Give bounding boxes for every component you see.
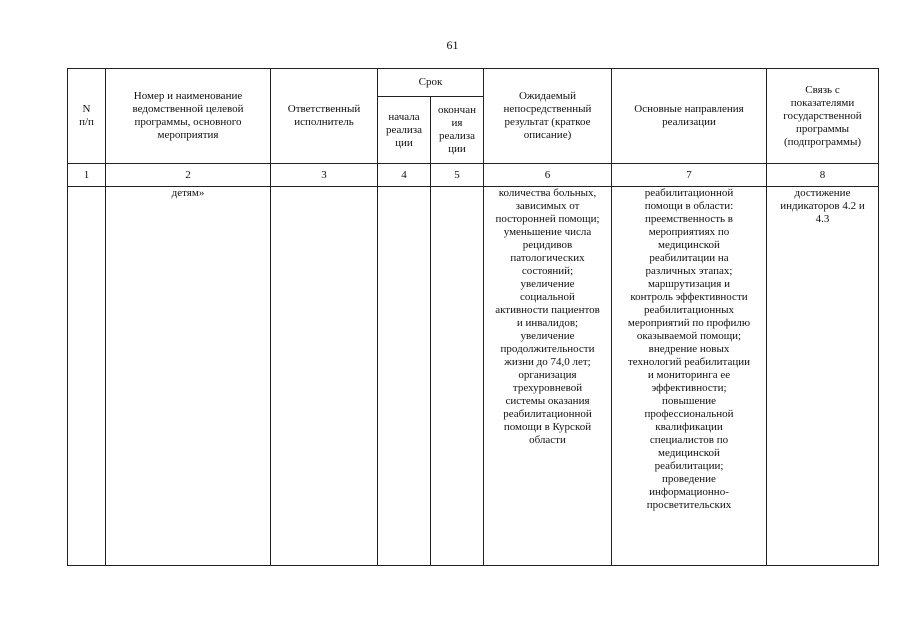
program-table [67, 68, 879, 566]
header-row-1 [68, 69, 879, 97]
cell-program-name: детям» [106, 187, 271, 566]
column-number: 4 [378, 164, 431, 187]
header-number: N п/п [68, 69, 106, 164]
column-number: 3 [271, 164, 378, 187]
header-term-start: начала реализа ции [378, 97, 431, 164]
header-indicators-link: Связь с показателями государственной программы (подпрограммы) [767, 69, 879, 164]
column-number: 8 [767, 164, 879, 187]
column-number: 2 [106, 164, 271, 187]
header-term-end: окончан ия реализа ции [431, 97, 484, 164]
cell-term-end [431, 187, 484, 566]
cell-main-directions: реабилитационной помощи в области: преемственность в мероприятиях по медицинской реабилитации на различных этапах; маршрутизация и контроль эффективности реабилитационных мероприятий по профилю оказываемой помощи; внедрение новых технологий реабилитации и мониторинга ее эффективности; повышение профессиональной квалификации специалистов по медицинской реабилитации; проведение информационно- просветительских [612, 187, 767, 566]
table-row [68, 187, 879, 566]
header-program-name: Номер и наименование ведомственной целевой программы, основного мероприятия [106, 69, 271, 164]
cell-expected-result: количества больных, зависимых от посторонней помощи; уменьшение числа рецидивов патологических состояний; увеличение социальной активности пациентов и инвалидов; увеличение продолжительности жизни до 74,0 лет; организация трехуровневой системы оказания реабилитационной помощи в Курской области [484, 187, 612, 566]
cell-term-start [378, 187, 431, 566]
header-responsible: Ответственный исполнитель [271, 69, 378, 164]
header-expected-result: Ожидаемый непосредственный результат (краткое описание) [484, 69, 612, 164]
column-number-row [68, 164, 879, 187]
column-number: 6 [484, 164, 612, 187]
header-main-directions: Основные направления реализации [612, 69, 767, 164]
cell-number [68, 187, 106, 566]
column-number: 7 [612, 164, 767, 187]
column-number: 1 [68, 164, 106, 187]
cell-indicators-link: достижение индикаторов 4.2 и 4.3 [767, 187, 879, 566]
column-number: 5 [431, 164, 484, 187]
cell-responsible [271, 187, 378, 566]
page-number: 61 [446, 38, 459, 52]
header-term: Срок [378, 69, 484, 97]
